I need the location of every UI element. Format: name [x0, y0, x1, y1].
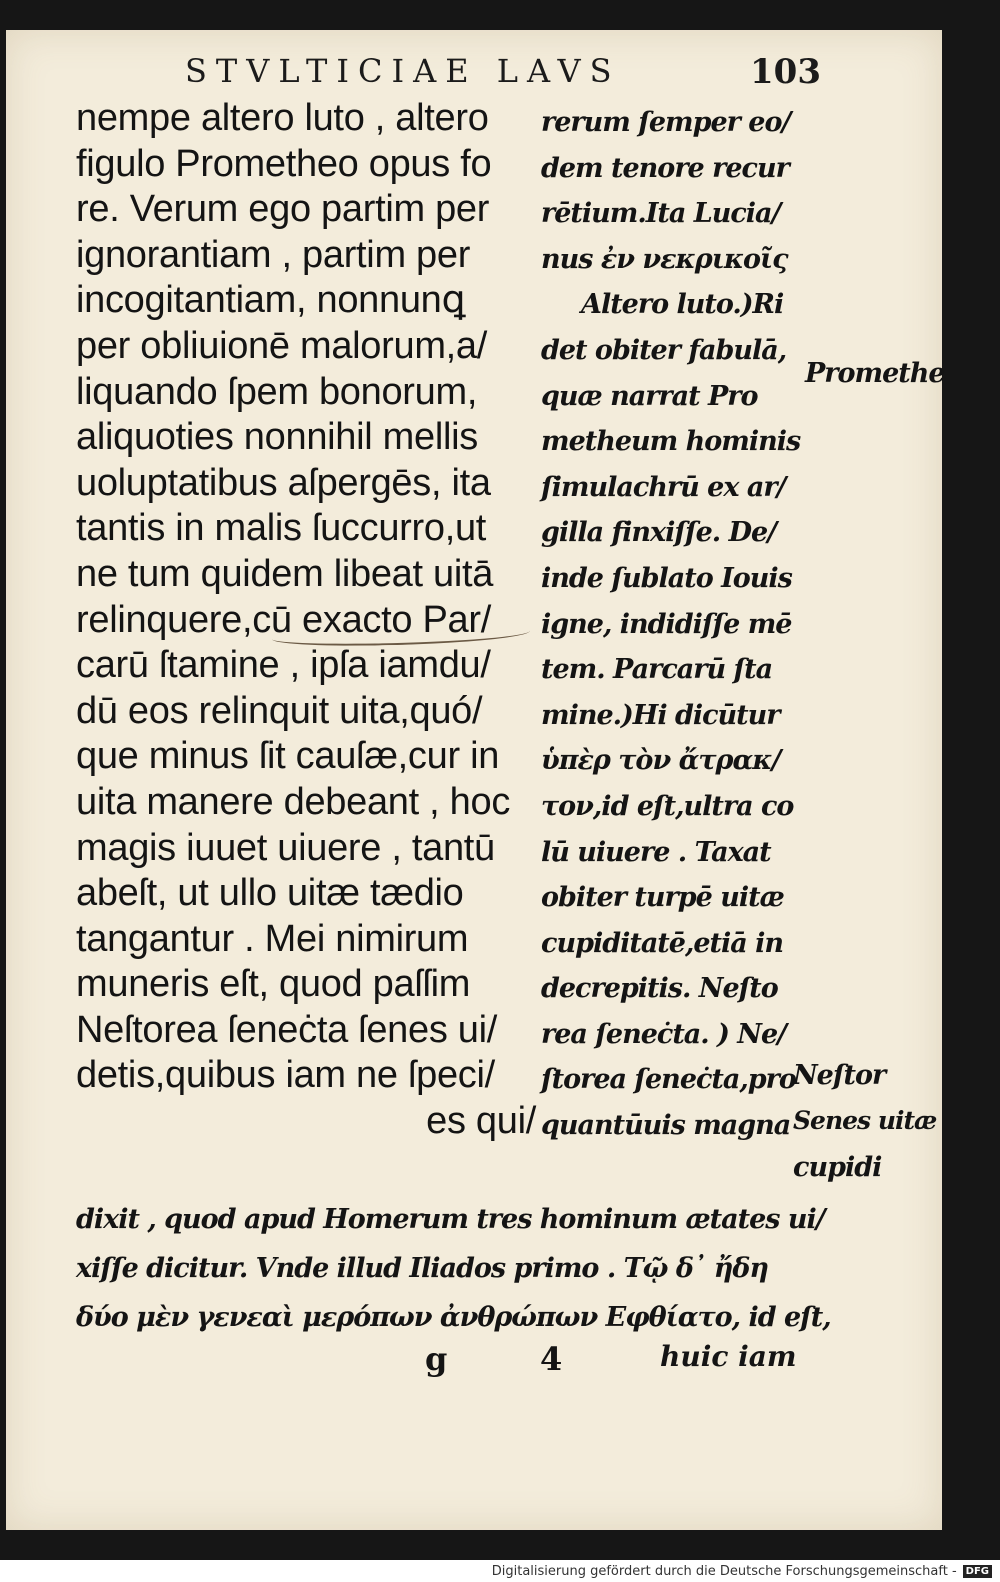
running-title: STVLTICIAE LAVS — [185, 52, 621, 90]
gloss-line: ſtorea ſeneċta,pro — [541, 1064, 796, 1096]
signature-letter: g — [425, 1340, 448, 1378]
text-line: muneris eſt, quod paſſim — [76, 963, 471, 1006]
gloss-line: inde ſublato Iouis — [541, 562, 792, 594]
main-text-column — [76, 96, 546, 1145]
text-line: ignorantiam , partim per — [76, 233, 471, 276]
text-line: ne tum quidem libeat uitā — [76, 552, 494, 595]
gloss-line: rerum ſemper eo/ — [541, 107, 791, 138]
text-line: liquando ſpem bonorum, — [76, 370, 478, 413]
gloss-line: mine.)Hi dicūtur — [541, 699, 780, 731]
signature-number: 4 — [540, 1340, 563, 1378]
gloss-line: nus ἐν νεκρικοῖς — [541, 243, 788, 275]
text-line: Neſtorea ſeneċta ſenes ui/ — [76, 1008, 498, 1051]
text-line: uoluptatibus aſpergēs, ita — [76, 461, 491, 504]
gloss-line: tem. Parcarū ſta — [541, 654, 773, 686]
gloss-line: obiter turpē uitæ — [541, 882, 784, 914]
gloss-line: lū uiuere . Taxat — [541, 836, 771, 868]
gloss-line: τον,id eſt,ultra co — [541, 790, 794, 822]
gloss-line: cupiditatē,etiā in — [541, 927, 784, 959]
gloss-line: rētium.Ita Lucia/ — [541, 198, 781, 230]
text-line: abeſt, ut ullo uitæ tædio — [76, 872, 464, 915]
gloss-line: rea ſeneċta. ) Ne/ — [541, 1018, 786, 1050]
gloss-line: Altero luto.)Ri — [581, 289, 784, 321]
page-number: 103 — [750, 52, 821, 92]
text-line: que minus ſit cauſæ,cur in — [76, 735, 500, 778]
text-line: tantis in malis ſuccurro,ut — [76, 507, 487, 550]
gloss-line: metheum hominis — [541, 426, 801, 458]
bottom-gloss-line: xiſſe dicitur. Vnde illud Iliados primo . Τῷ δ᾽ ἤδη — [76, 1253, 769, 1284]
text-line: dū eos relinquit uita,quó/ — [76, 689, 483, 732]
digitization-credit — [492, 1561, 992, 1581]
catchword: huic iam — [660, 1340, 797, 1373]
text-line: figulo Prometheo opus fo — [76, 142, 492, 185]
marginal-note-senes: Senes uitæ — [793, 1106, 937, 1135]
bottom-gloss-line: dixit , quod apud Homerum tres hominum ætates ui/ — [76, 1204, 825, 1235]
credit-text: Digitalisierung gefördert durch die Deutsche Forschungsgemeinschaft - — [491, 1563, 957, 1579]
gloss-line: quantūuis magna — [541, 1110, 791, 1142]
marginal-note-nestor: Neſtor — [793, 1060, 886, 1091]
gloss-line: quæ narrat Pro — [541, 380, 758, 412]
gloss-column — [541, 100, 801, 1149]
gloss-line: ὑπὲρ τὸν ἄτρακ/ — [541, 745, 781, 777]
text-line: incogitantiam, nonnunꝗ — [76, 279, 466, 322]
gloss-line: ſimulachrū ex ar/ — [541, 471, 786, 503]
text-line: nempe altero luto , altero — [76, 97, 489, 139]
text-line: relinquere,cū exacto Par/ — [76, 598, 491, 641]
text-line: per obliuionē malorum,a/ — [76, 324, 488, 367]
gloss-line: igne, indidiſſe mē — [541, 608, 792, 640]
text-line: aliquoties nonnihil mellis — [76, 416, 478, 459]
text-line: carū ſtamine , ipſa iamdu/ — [76, 644, 491, 687]
marginal-note-prometheus: Promethe — [805, 358, 945, 389]
text-line: detis,quibus iam ne ſpeci/ — [76, 1054, 495, 1097]
gloss-line: det obiter fabulā, — [541, 334, 787, 366]
marginal-note-cupidi: cupidi — [793, 1152, 882, 1183]
bottom-gloss — [76, 1195, 831, 1342]
bottom-gloss-line: δύο μὲν γενεαὶ μερόπων ἀνθρώπων Εφθίατο, id eſt, — [76, 1302, 831, 1333]
text-line: tangantur . Mei nimirum — [76, 917, 469, 960]
text-line: uita manere debeant , hoc — [76, 780, 511, 823]
gloss-line: gilla finxiſſe. De/ — [541, 517, 777, 549]
gloss-line: dem tenore recur — [541, 152, 789, 184]
text-line: re. Verum ego partim per — [76, 188, 490, 231]
gloss-line: decrepitis. Neſto — [541, 973, 778, 1005]
dfg-logo: DFG — [963, 1565, 992, 1578]
text-line: magis iuuet uiuere , tantū — [76, 826, 495, 869]
text-line: es qui/ — [426, 1100, 536, 1143]
